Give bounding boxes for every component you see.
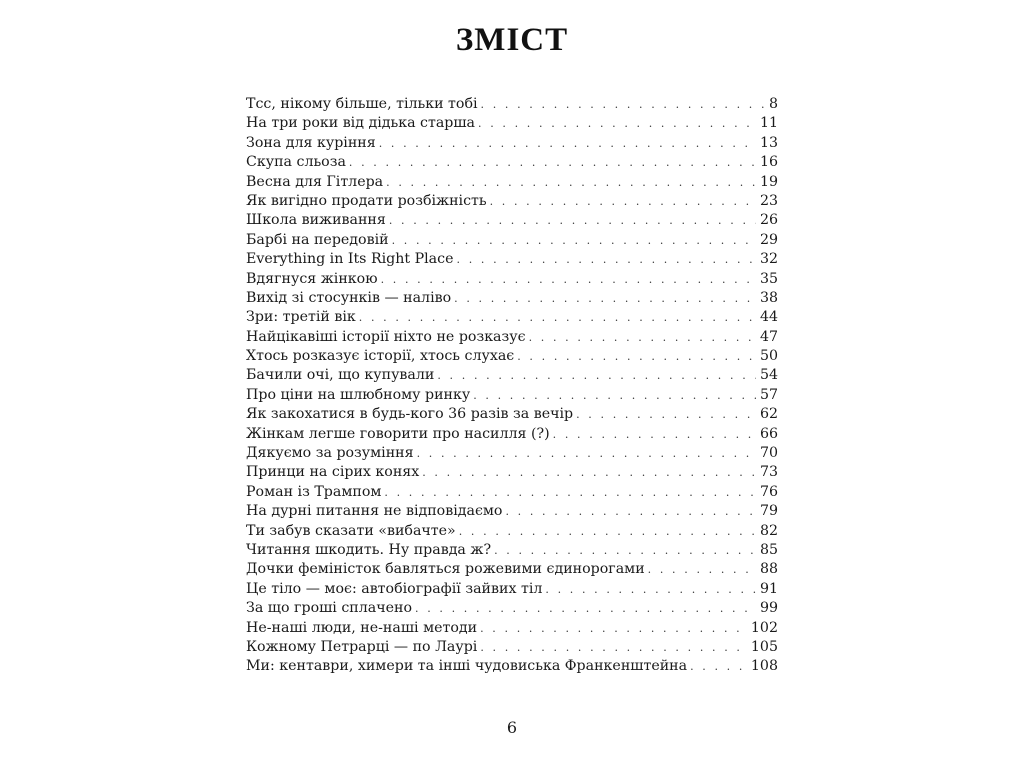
table-of-contents	[246, 95, 778, 677]
toc-entry	[246, 463, 778, 482]
dot-leader	[529, 328, 756, 347]
toc-entry	[246, 405, 778, 424]
dot-leader	[437, 366, 756, 385]
toc-entry-page: 57	[759, 386, 778, 403]
toc-entry	[246, 599, 778, 618]
dot-leader	[490, 192, 756, 211]
toc-entry-title: Ми: кентаври, химери та інші чудовиська Франкенштейна	[246, 658, 688, 675]
dot-leader	[690, 657, 747, 676]
toc-entry	[246, 502, 778, 521]
toc-entry-title: Читання шкодить. Ну правда ж?	[246, 541, 492, 558]
dot-leader	[494, 541, 756, 560]
toc-entry-title: Кожному Петрарці — по Лаурі	[246, 638, 478, 655]
toc-entry-title: Як вигідно продати розбіжність	[246, 192, 487, 209]
toc-entry-page: 38	[759, 289, 778, 306]
dot-leader	[553, 425, 756, 444]
toc-entry-title: Жінкам легше говорити про насилля (?)	[246, 425, 550, 442]
toc-entry-page: 105	[750, 638, 778, 655]
dot-leader	[349, 153, 756, 172]
toc-entry-page: 62	[759, 406, 778, 423]
toc-entry-page: 73	[759, 464, 778, 481]
toc-entry-page: 29	[759, 231, 778, 248]
toc-entry-page: 82	[759, 522, 778, 539]
toc-entry	[246, 444, 778, 463]
toc-entry	[246, 192, 778, 211]
toc-entry-title: Скупа сльоза	[246, 154, 346, 171]
toc-entry-title: Ти забув сказати «вибачте»	[246, 522, 456, 539]
toc-entry	[246, 270, 778, 289]
dot-leader	[415, 599, 756, 618]
toc-entry	[246, 522, 778, 541]
toc-entry-page: 108	[750, 658, 778, 675]
toc-entry-title: Це тіло — моє: автобіографії зайвих тіл	[246, 580, 543, 597]
toc-entry-title: Дочки феміністок бавляться рожевими єдинорогами	[246, 561, 645, 578]
toc-entry-page: 54	[759, 367, 778, 384]
dot-leader	[379, 134, 756, 153]
dot-leader	[481, 95, 765, 114]
toc-entry-title: Найцікавіші історії ніхто не розказує	[246, 328, 526, 345]
toc-entry	[246, 541, 778, 560]
toc-entry	[246, 425, 778, 444]
dot-leader	[480, 619, 747, 638]
toc-entry-page: 88	[759, 561, 778, 578]
toc-entry-page: 50	[759, 348, 778, 365]
toc-entry-title: Тсс, нікому більше, тільки тобі	[246, 96, 478, 112]
toc-entry	[246, 308, 778, 327]
toc-entry-title: Вдягнуся жінкою	[246, 270, 378, 287]
toc-entry	[246, 657, 778, 676]
dot-leader	[392, 231, 756, 250]
toc-entry-title: Роман із Трампом	[246, 483, 382, 500]
toc-entry-page: 91	[759, 580, 778, 597]
toc-entry-title: Вихід зі стосунків — наліво	[246, 289, 452, 306]
toc-entry-page: 32	[759, 251, 778, 268]
toc-entry	[246, 231, 778, 250]
toc-entry-page: 76	[759, 483, 778, 500]
toc-entry-page: 11	[759, 115, 778, 132]
dot-leader	[517, 347, 756, 366]
toc-entry	[246, 95, 778, 114]
toc-entry-title: Принци на сірих конях	[246, 464, 420, 481]
toc-entry	[246, 560, 778, 579]
toc-entry-page: 47	[759, 328, 778, 345]
toc-entry	[246, 211, 778, 230]
toc-entry-page: 79	[759, 503, 778, 520]
dot-leader	[422, 463, 756, 482]
toc-entry-title: Зона для куріння	[246, 134, 376, 151]
dot-leader	[505, 502, 755, 521]
toc-entry-title: На три роки від дідька старша	[246, 115, 476, 132]
toc-entry-page: 16	[759, 154, 778, 171]
toc-entry	[246, 483, 778, 502]
toc-entry-title: Хтось розказує історії, хтось слухає	[246, 348, 515, 365]
dot-leader	[545, 580, 756, 599]
toc-entry	[246, 580, 778, 599]
page-number: 6	[506, 718, 518, 737]
toc-entry	[246, 386, 778, 405]
dot-leader	[454, 289, 756, 308]
toc-entry-title: За що гроші сплачено	[246, 600, 412, 617]
toc-entry	[246, 328, 778, 347]
dot-leader	[459, 522, 756, 541]
toc-entry	[246, 250, 778, 269]
toc-entry	[246, 366, 778, 385]
toc-entry	[246, 289, 778, 308]
dot-leader	[389, 211, 756, 230]
toc-entry-title: Як закохатися в будь-кого 36 разів за вечір	[246, 406, 574, 423]
toc-entry-page: 13	[759, 134, 778, 151]
toc-entry-title: Не-наші люди, не-наші методи	[246, 619, 478, 636]
toc-entry-title: Дякуємо за розуміння	[246, 445, 414, 462]
toc-entry-title: Барбі на передовій	[246, 231, 389, 248]
toc-entry-title: Бачили очі, що купували	[246, 367, 435, 384]
toc-entry-title: Зри: третій вік	[246, 309, 356, 326]
toc-entry	[246, 173, 778, 192]
dot-leader	[648, 560, 756, 579]
toc-entry	[246, 134, 778, 153]
dot-leader	[457, 250, 756, 269]
dot-leader	[576, 405, 756, 424]
toc-entry-title: Весна для Гітлера	[246, 173, 384, 190]
dot-leader	[384, 483, 756, 502]
page-title: ЗМІСТ	[455, 22, 569, 58]
dot-leader	[478, 114, 756, 133]
toc-entry-title: Everything in Its Right Place	[246, 251, 454, 268]
toc-entry	[246, 347, 778, 366]
dot-leader	[480, 638, 747, 657]
toc-entry-page: 102	[750, 619, 778, 636]
toc-entry-page: 85	[759, 541, 778, 558]
toc-entry-title: Про ціни на шлюбному ринку	[246, 386, 471, 403]
toc-entry-page: 35	[759, 270, 778, 287]
toc-entry-page: 99	[759, 600, 778, 617]
toc-entry-title: На дурні питання не відповідаємо	[246, 503, 503, 520]
dot-leader	[473, 386, 756, 405]
dot-leader	[417, 444, 756, 463]
toc-entry	[246, 153, 778, 172]
toc-entry-title: Школа виживання	[246, 212, 386, 229]
dot-leader	[359, 308, 756, 327]
toc-entry-page: 26	[759, 212, 778, 229]
toc-entry-page: 23	[759, 192, 778, 209]
toc-entry-page: 66	[759, 425, 778, 442]
dot-leader	[381, 270, 756, 289]
toc-entry-page: 70	[759, 445, 778, 462]
toc-entry	[246, 619, 778, 638]
toc-entry-page: 8	[768, 96, 778, 112]
dot-leader	[386, 173, 756, 192]
toc-entry	[246, 114, 778, 133]
toc-entry-page: 44	[759, 309, 778, 326]
toc-entry-page: 19	[759, 173, 778, 190]
toc-entry	[246, 638, 778, 657]
